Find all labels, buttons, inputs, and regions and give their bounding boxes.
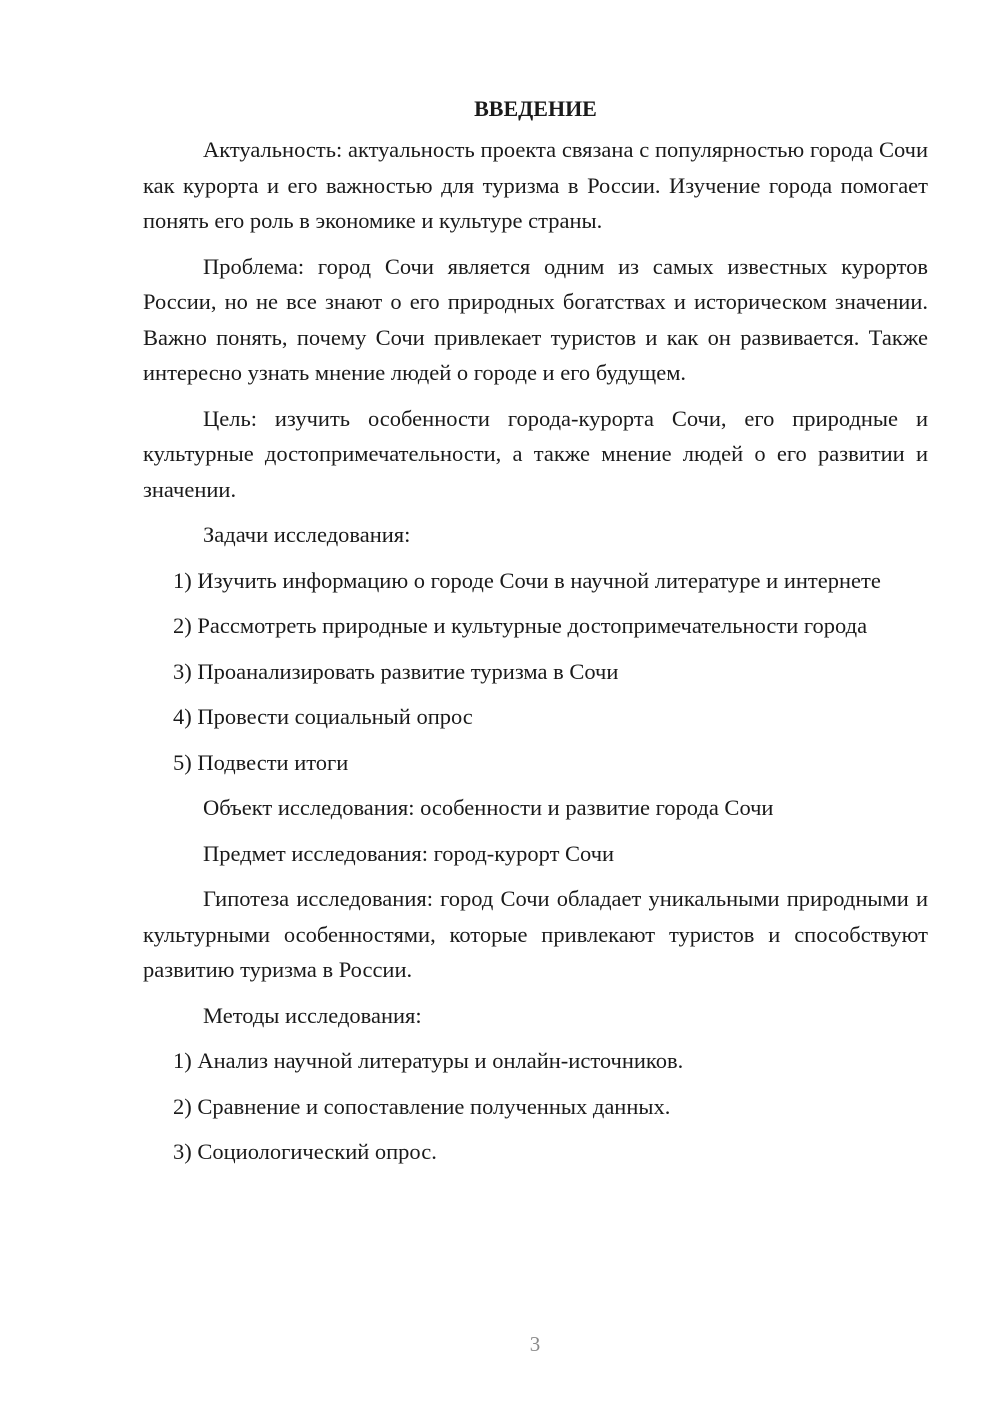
task-item: 1) Изучить информацию о городе Сочи в научной литературе и интернете (173, 567, 881, 593)
problem-paragraph: Проблема: город Сочи является одним из самых известных курортов России, но не все знают о его природных богатствах и историческом значении. Важно понять, почему Сочи привлекает туристов и как он развивается. Также интересно узнать мнение людей о городе и его будущем. (143, 253, 928, 385)
methods-heading: Методы исследования: (203, 1002, 422, 1028)
page-number: 3 (529, 1332, 541, 1356)
method-item: 3) Социологический опрос. (173, 1139, 437, 1164)
page-title: ВВЕДЕНИЕ (474, 96, 597, 121)
task-item: 3) Проанализировать развитие туризма в Сочи (173, 658, 619, 684)
task-item: 2) Рассмотреть природные и культурные достопримечательности города (173, 613, 868, 638)
task-item: 4) Провести социальный опрос (173, 704, 473, 729)
goal-paragraph: Цель: изучить особенности города-курорта Сочи, его природные и культурные достопримечательности, а также мнение людей о его развитии и значении. (143, 405, 928, 502)
relevance-paragraph: Актуальность: актуальность проекта связана с популярностью города Сочи как курорта и его важностью для туризма в России. Изучение города помогает понять его роль в экономике и культуре страны. (143, 137, 928, 233)
object-line: Объект исследования: особенности и развитие города Сочи (203, 795, 774, 820)
subject-line: Предмет исследования: город-курорт Сочи (203, 840, 615, 866)
method-item: 2) Сравнение и сопоставление полученных данных. (173, 1093, 671, 1119)
task-item: 5) Подвести итоги (173, 749, 349, 775)
tasks-heading: Задачи исследования: (203, 522, 411, 547)
method-item: 1) Анализ научной литературы и онлайн-источников. (173, 1048, 684, 1073)
document-page (143, 92, 928, 1180)
hypothesis-paragraph: Гипотеза исследования: город Сочи обладает уникальными природными и культурными особенностями, которые привлекают туристов и способствуют развитию туризма в России. (143, 886, 928, 982)
